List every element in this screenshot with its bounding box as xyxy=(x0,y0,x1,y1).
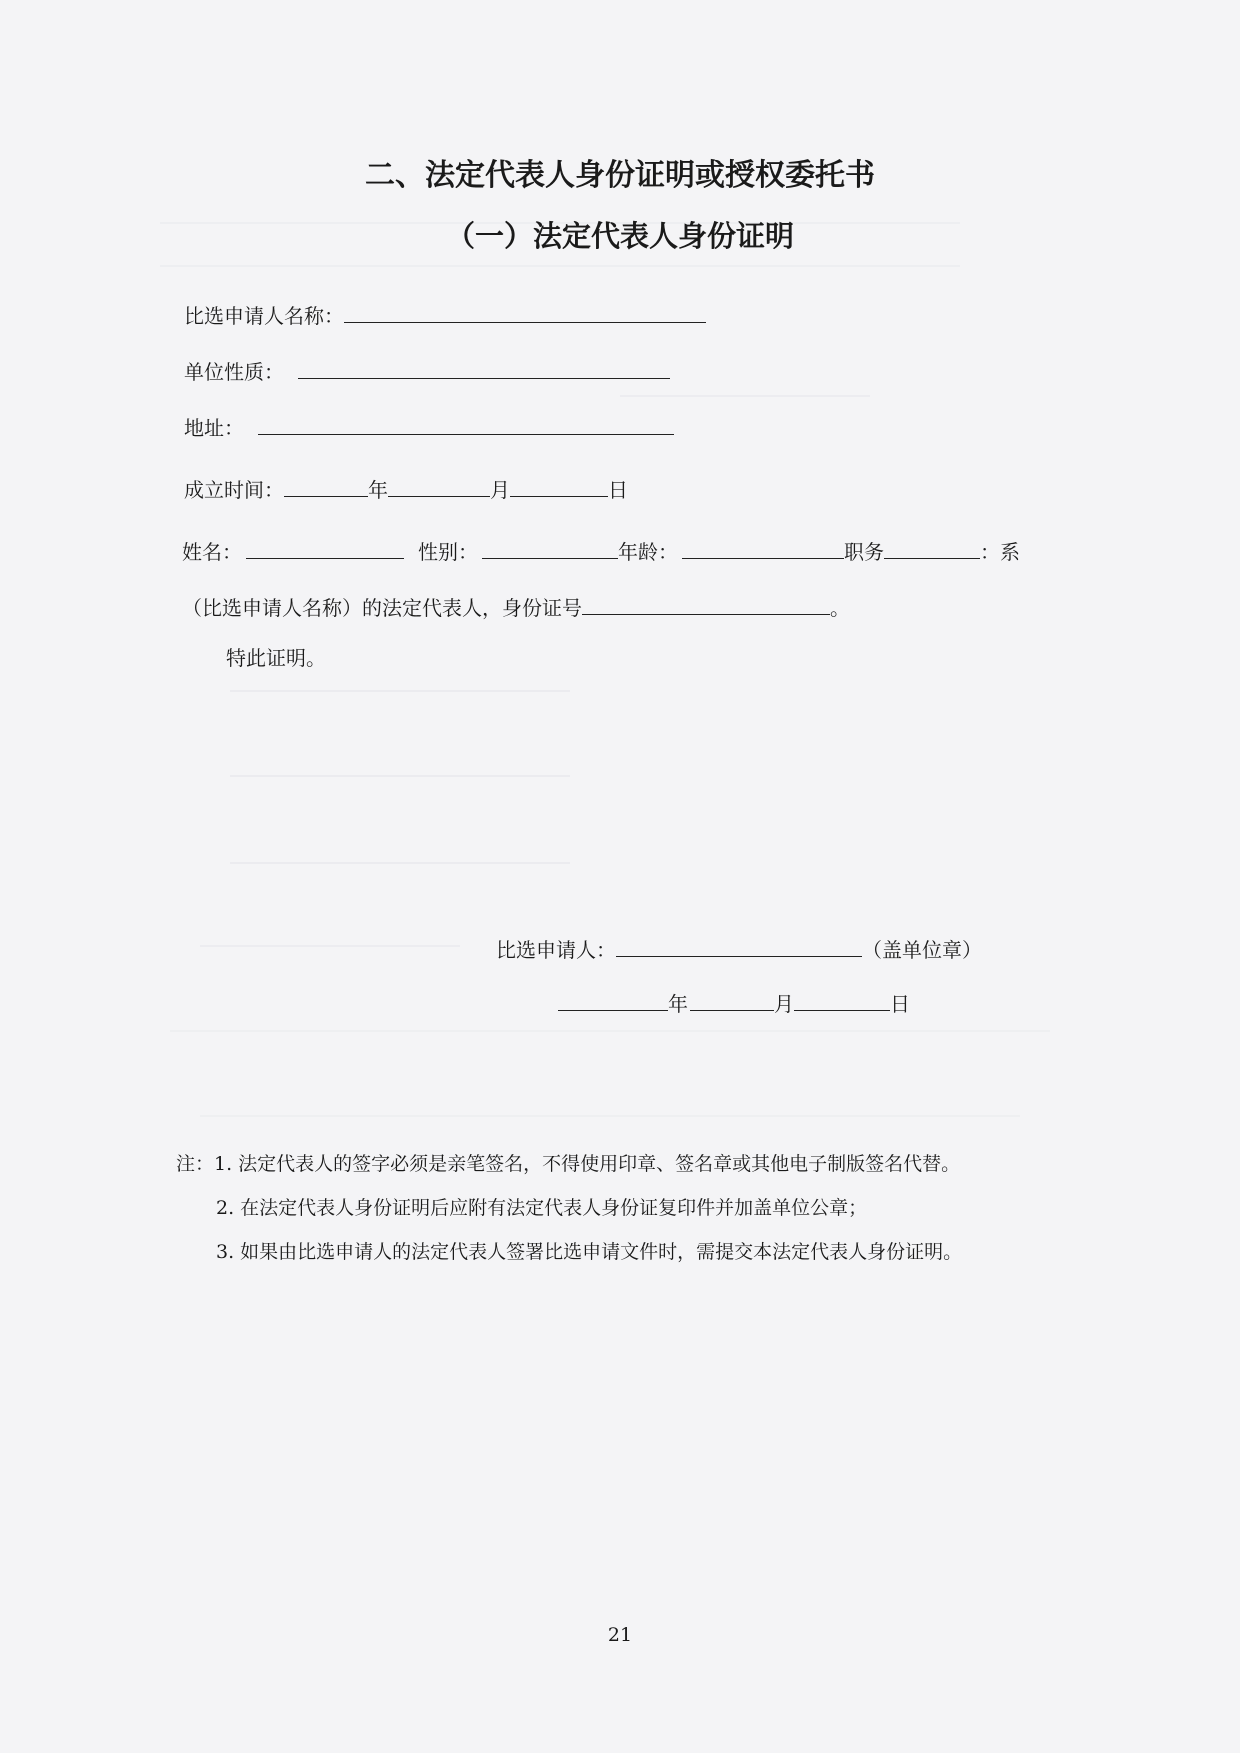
unit-nature-blank[interactable] xyxy=(298,358,670,379)
bleed-through-line xyxy=(620,395,870,397)
notes-prefix: 注： xyxy=(176,1153,215,1175)
signature-row xyxy=(496,936,982,964)
month-label: 月 xyxy=(490,478,510,502)
gender-blank[interactable] xyxy=(482,538,618,559)
section-title: （一）法定代表人身份证明 xyxy=(445,219,794,253)
position-blank[interactable] xyxy=(884,538,980,559)
name-blank[interactable] xyxy=(246,538,404,559)
applicant-signature-label: 比选申请人： xyxy=(496,938,616,962)
address-blank[interactable] xyxy=(258,414,674,435)
seal-note: （盖单位章） xyxy=(862,938,982,962)
applicant-name-blank[interactable] xyxy=(344,302,706,323)
address-label: 地址： xyxy=(184,416,244,440)
legal-rep-row xyxy=(182,594,850,622)
signature-month-blank[interactable] xyxy=(690,990,774,1011)
position-label: 职务 xyxy=(844,540,884,564)
bleed-through-line xyxy=(230,862,570,864)
bleed-through-line xyxy=(230,690,570,692)
established-year-blank[interactable] xyxy=(284,476,368,497)
note-item: 3. 如果由比选申请人的法定代表人签署比选申请文件时，需提交本法定代表人身份证明。 xyxy=(216,1241,963,1263)
signature-day-blank[interactable] xyxy=(794,990,890,1011)
address-row xyxy=(184,414,674,442)
year-label: 年 xyxy=(368,478,388,502)
page-title: 二、法定代表人身份证明或授权委托书 xyxy=(365,158,875,193)
applicant-name-label: 比选申请人名称： xyxy=(184,304,344,328)
established-month-blank[interactable] xyxy=(388,476,490,497)
page-number: 21 xyxy=(607,1624,633,1646)
legal-rep-text: （比选申请人名称）的法定代表人，身份证号 xyxy=(182,596,582,620)
certify-text: 特此证明。 xyxy=(226,646,326,670)
id-number-blank[interactable] xyxy=(582,594,830,615)
personal-info-row xyxy=(182,538,1020,566)
bleed-through-line xyxy=(170,1030,1050,1032)
signature-month-label: 月 xyxy=(774,992,794,1016)
age-label: 年龄： xyxy=(618,540,678,564)
name-label: 姓名： xyxy=(182,540,242,564)
age-blank[interactable] xyxy=(682,538,844,559)
bleed-through-line xyxy=(160,265,960,267)
established-row xyxy=(184,476,628,504)
signature-date-row xyxy=(558,990,910,1018)
notes-block xyxy=(176,1150,960,1178)
signature-year-label: 年 xyxy=(668,992,688,1016)
applicant-signature-blank[interactable] xyxy=(616,936,862,957)
gender-label: 性别： xyxy=(418,540,478,564)
bleed-through-line xyxy=(230,775,570,777)
signature-year-blank[interactable] xyxy=(558,990,668,1011)
bleed-through-line xyxy=(200,945,460,947)
established-day-blank[interactable] xyxy=(510,476,608,497)
note-item: 2. 在法定代表人身份证明后应附有法定代表人身份证复印件并加盖单位公章； xyxy=(216,1197,868,1219)
colon-xi: ：系 xyxy=(980,540,1020,564)
bleed-through-line xyxy=(200,1115,1020,1117)
established-label: 成立时间： xyxy=(184,478,284,502)
applicant-name-row xyxy=(184,302,706,330)
unit-nature-label: 单位性质： xyxy=(184,360,284,384)
period: 。 xyxy=(830,596,850,620)
unit-nature-row xyxy=(184,358,670,386)
signature-day-label: 日 xyxy=(890,992,910,1016)
note-item: 1. 法定代表人的签字必须是亲笔签名，不得使用印章、签名章或其他电子制版签名代替。 xyxy=(214,1153,961,1175)
day-label: 日 xyxy=(608,478,628,502)
